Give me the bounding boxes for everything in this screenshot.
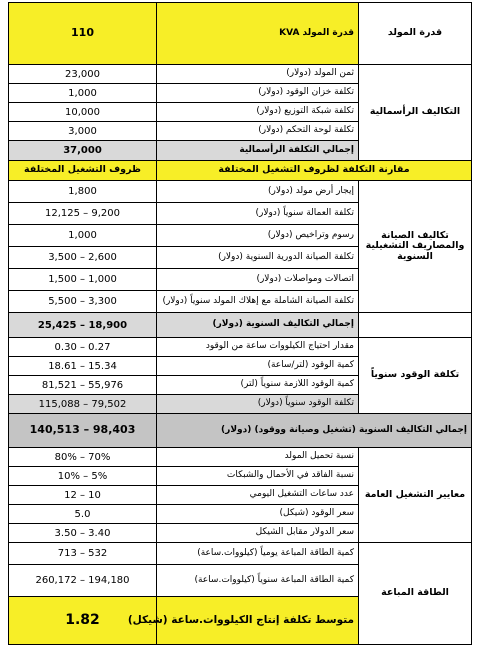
maintenance-category: تكاليف الصيانة والمصاريف التشغيلية السنوية (359, 181, 472, 313)
comparison-header-label: مقارنة التكلفة لظروف التشغيل المختلفة (157, 161, 472, 181)
energy-category: الطاقة المباعة (359, 543, 472, 645)
operating-label: نسبة الفاقد في الأحمال والشبكات (157, 467, 359, 486)
maintenance-value: 1,800 (9, 181, 157, 203)
operating-value: 80% – 70% (9, 448, 157, 467)
maintenance-label: تكلفة الصيانة الدورية السنوية (دولار) (157, 247, 359, 269)
maintenance-total-label: إجمالي التكاليف السنوية (دولار) (157, 313, 359, 338)
fuel-value: 18.61 – 15.34 (9, 357, 157, 376)
capital-category: التكاليف الرأسمالية (359, 65, 472, 161)
operating-label: عدد ساعات التشغيل اليومي (157, 486, 359, 505)
operating-label: نسبة تحميل المولد (157, 448, 359, 467)
maintenance-value: 12,125 – 9,200 (9, 203, 157, 225)
capital-total-value: 37,000 (9, 141, 157, 161)
maintenance-value: 5,500 – 3,300 (9, 291, 157, 313)
maintenance-label: تكلفة العمالة سنوياً (دولار) (157, 203, 359, 225)
maintenance-value: 1,000 (9, 225, 157, 247)
fuel-value: 81,521 – 55,976 (9, 376, 157, 395)
fuel-value: 115,088 – 79,502 (9, 395, 157, 414)
generator-capacity-label: قدرة المولد KVA (157, 3, 359, 65)
generator-cost-table (8, 2, 472, 645)
energy-value: 713 – 532 (9, 543, 157, 565)
maintenance-value: 1,500 – 1,000 (9, 269, 157, 291)
annual-total-value: 140,513 – 98,403 (9, 414, 157, 448)
maintenance-label: إيجار أرض مولد (دولار) (157, 181, 359, 203)
generator-category: قدرة المولد (359, 3, 472, 65)
maintenance-value: 3,500 – 2,600 (9, 247, 157, 269)
fuel-value: 0.30 – 0.27 (9, 338, 157, 357)
operating-label: سعر الدولار مقابل الشيكل (157, 524, 359, 543)
maintenance-label: رسوم وتراخيص (دولار) (157, 225, 359, 247)
comparison-header-value: ظروف التشغيل المختلفة (9, 161, 157, 181)
capital-label: ثمن المولد (دولار) (157, 65, 359, 84)
fuel-label: كمية الوقود (لتر/ساعة) (157, 357, 359, 376)
capital-value: 23,000 (9, 65, 157, 84)
operating-category: معايير التشغيل العامة (359, 448, 472, 543)
capital-total-label: إجمالي التكلفة الرأسمالية (157, 141, 359, 161)
final-cost-value: 1.82 (9, 597, 157, 645)
capital-label: تكلفة خزان الوقود (دولار) (157, 84, 359, 103)
fuel-label: مقدار احتياج الكيلووات ساعة من الوقود (157, 338, 359, 357)
capital-label: تكلفة لوحة التحكم (دولار) (157, 122, 359, 141)
maintenance-total-value: 25,425 – 18,900 (9, 313, 157, 338)
operating-value: 5.0 (9, 505, 157, 524)
maintenance-label: اتصالات ومواصلات (دولار) (157, 269, 359, 291)
generator-capacity-value: 110 (9, 3, 157, 65)
fuel-label: تكلفة الوقود سنوياً (دولار) (157, 395, 359, 414)
fuel-category: تكلفة الوقود سنوياً (359, 338, 472, 414)
capital-value: 3,000 (9, 122, 157, 141)
capital-label: تكلفة شبكة التوزيع (دولار) (157, 103, 359, 122)
capital-value: 10,000 (9, 103, 157, 122)
energy-label: كمية الطاقة المباعة سنوياً (كيلووات.ساعة) (157, 565, 359, 597)
final-cost-label: متوسط تكلفة إنتاج الكيلووات.ساعة (شيكل) (157, 597, 359, 645)
operating-value: 3.50 – 3.40 (9, 524, 157, 543)
annual-total-label: إجمالي التكاليف السنوية (تشغيل وصيانة ووقود) (دولار) (157, 414, 472, 448)
fuel-label: كمية الوقود اللازمة سنوياً (لتر) (157, 376, 359, 395)
operating-value: 10% – 5% (9, 467, 157, 486)
energy-value: 260,172 – 194,180 (9, 565, 157, 597)
operating-label: سعر الوقود (شيكل) (157, 505, 359, 524)
capital-value: 1,000 (9, 84, 157, 103)
operating-value: 12 – 10 (9, 486, 157, 505)
energy-label: كمية الطاقة المباعة يومياً (كيلووات.ساعة) (157, 543, 359, 565)
maintenance-label: تكلفة الصيانة الشاملة مع إهلاك المولد سنوياً (دولار) (157, 291, 359, 313)
